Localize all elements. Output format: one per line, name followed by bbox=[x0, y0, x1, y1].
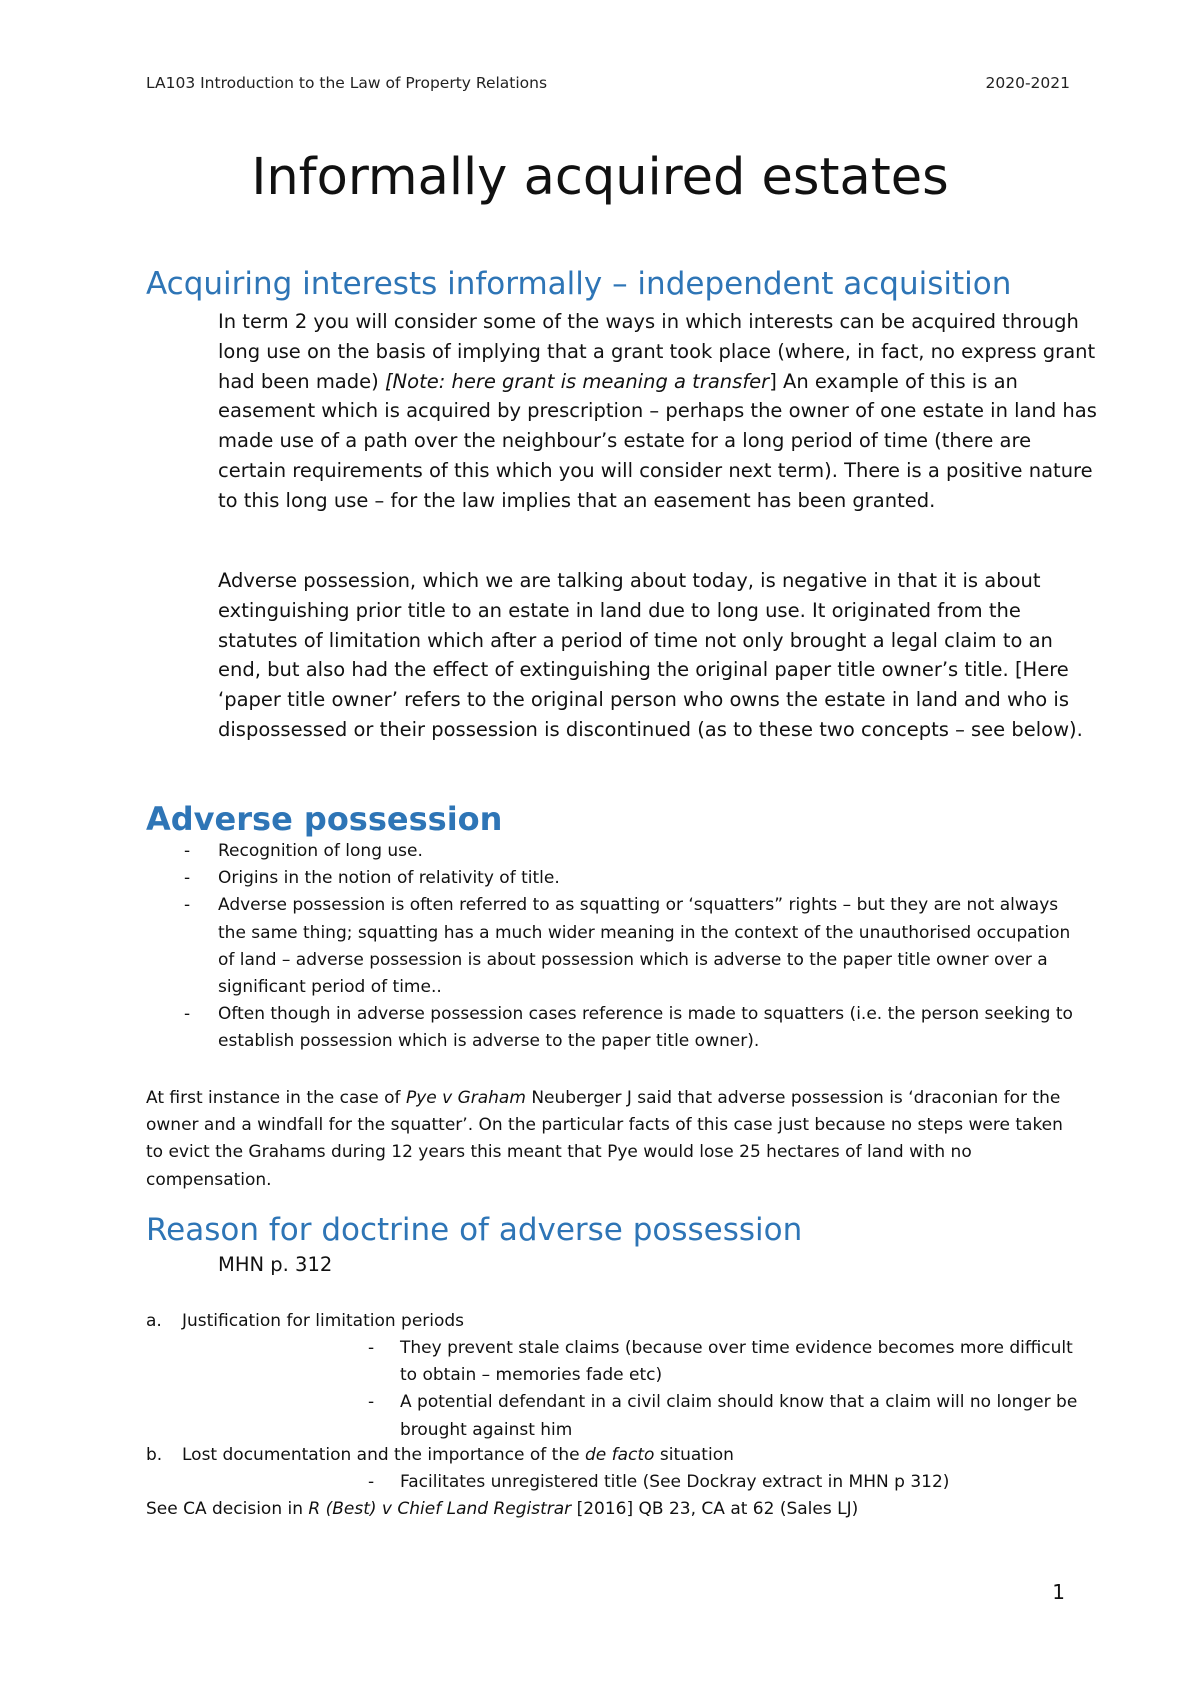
list-item: - Often though in adverse possession cases reference is made to squatters (i.e. the person seeking to establish possession which is adverse to the paper title owner). bbox=[146, 1001, 1076, 1055]
p4-text-a: See CA decision in bbox=[146, 1499, 309, 1519]
point-a-label: a. bbox=[146, 1311, 162, 1331]
p1-text-b: ] An example of this is an easement which is acquired by prescription – perhaps the owner of one estate in land has made use of a path over the neighbour’s estate for a long period of time (there are certain requirements of this which you will consider next term). There is a positive nature to this long use – for the law implies that an easement has been granted. bbox=[218, 369, 1097, 512]
point-b-text-a: Lost documentation and the importance of the bbox=[182, 1445, 585, 1465]
adverse-possession-bullets bbox=[146, 838, 1076, 1056]
p4-text-b: [2016] QB 23, CA at 62 (Sales LJ) bbox=[571, 1499, 859, 1519]
heading-adverse-possession: Adverse possession bbox=[146, 800, 503, 838]
list-item: - Adverse possession is often referred to as squatting or ‘squatters” rights – but they are not always the same thing; squatting has a much wider meaning in the context of the unauthorised occupation of land – adverse possession is about possession which is adverse to the paper title owner over a significant period of time.. bbox=[146, 892, 1076, 1001]
paragraph-adverse-intro: Adverse possession, which we are talking about today, is negative in that it is about extinguishing prior title to an estate in land due to long use. It originated from the statutes of limitation which after a period of time not only brought a legal claim to an end, but also had the effect of extinguishing the original paper title owner’s title. [Here ‘paper title owner’ refers to the original person who owns the estate in land and who is dispossessed or their possession is discontinued (as to these two concepts – see below). bbox=[218, 569, 1083, 741]
point-b-text-b: situation bbox=[654, 1445, 734, 1465]
case-pye-v-graham: Pye v Graham bbox=[405, 1088, 526, 1108]
page-header bbox=[146, 74, 1070, 98]
paragraph-pye-v-graham bbox=[146, 1085, 1076, 1194]
document-title: Informally acquired estates bbox=[251, 148, 949, 207]
point-b-sublist bbox=[368, 1469, 1088, 1496]
heading-acquiring-interests: Acquiring interests informally – independent acquisition bbox=[146, 266, 1012, 302]
point-b-de-facto: de facto bbox=[584, 1445, 655, 1465]
list-item: - A potential defendant in a civil claim should know that a claim will no longer be brought against him bbox=[368, 1389, 1088, 1443]
paragraph-term2-intro bbox=[218, 307, 1098, 516]
point-b bbox=[146, 1442, 734, 1469]
paragraph-best-case bbox=[146, 1496, 858, 1523]
p1-text-a: In term 2 you will consider some of the ways in which interests can be acquired through long use on the basis of implying that a grant took place (where, in fact, no express grant had been made) bbox=[218, 310, 1096, 393]
header-year: 2020-2021 bbox=[985, 74, 1070, 92]
p3-text-a: At first instance in the case of bbox=[146, 1088, 406, 1108]
point-a bbox=[146, 1308, 464, 1335]
mhn-reference: MHN p. 312 bbox=[218, 1253, 333, 1276]
point-a-text: Justification for limitation periods bbox=[182, 1311, 465, 1331]
point-b-label: b. bbox=[146, 1445, 163, 1465]
list-item: - Facilitates unregistered title (See Dockray extract in MHN p 312) bbox=[368, 1469, 1088, 1496]
p1-note: [Note: here grant is meaning a transfer bbox=[384, 369, 770, 393]
list-item: - Origins in the notion of relativity of title. bbox=[146, 865, 1076, 892]
header-course: LA103 Introduction to the Law of Property Relations bbox=[146, 74, 548, 92]
page-number: 1 bbox=[1052, 1580, 1065, 1604]
point-a-sublist bbox=[368, 1335, 1088, 1444]
list-item: - They prevent stale claims (because over time evidence becomes more difficult to obtain – memories fade etc) bbox=[368, 1335, 1088, 1389]
heading-reason-for-doctrine: Reason for doctrine of adverse possession bbox=[146, 1212, 803, 1248]
list-item: - Recognition of long use. bbox=[146, 838, 1076, 865]
p3-text-b: Neuberger J said that adverse possession is ‘draconian for the owner and a windfall for the squatter’. On the particular facts of this case just because no steps were taken to evict the Grahams during 12 years this meant that Pye would lose 25 hectares of land with no compensation. bbox=[146, 1088, 1063, 1190]
case-r-best: R (Best) v Chief Land Registrar bbox=[308, 1499, 572, 1519]
